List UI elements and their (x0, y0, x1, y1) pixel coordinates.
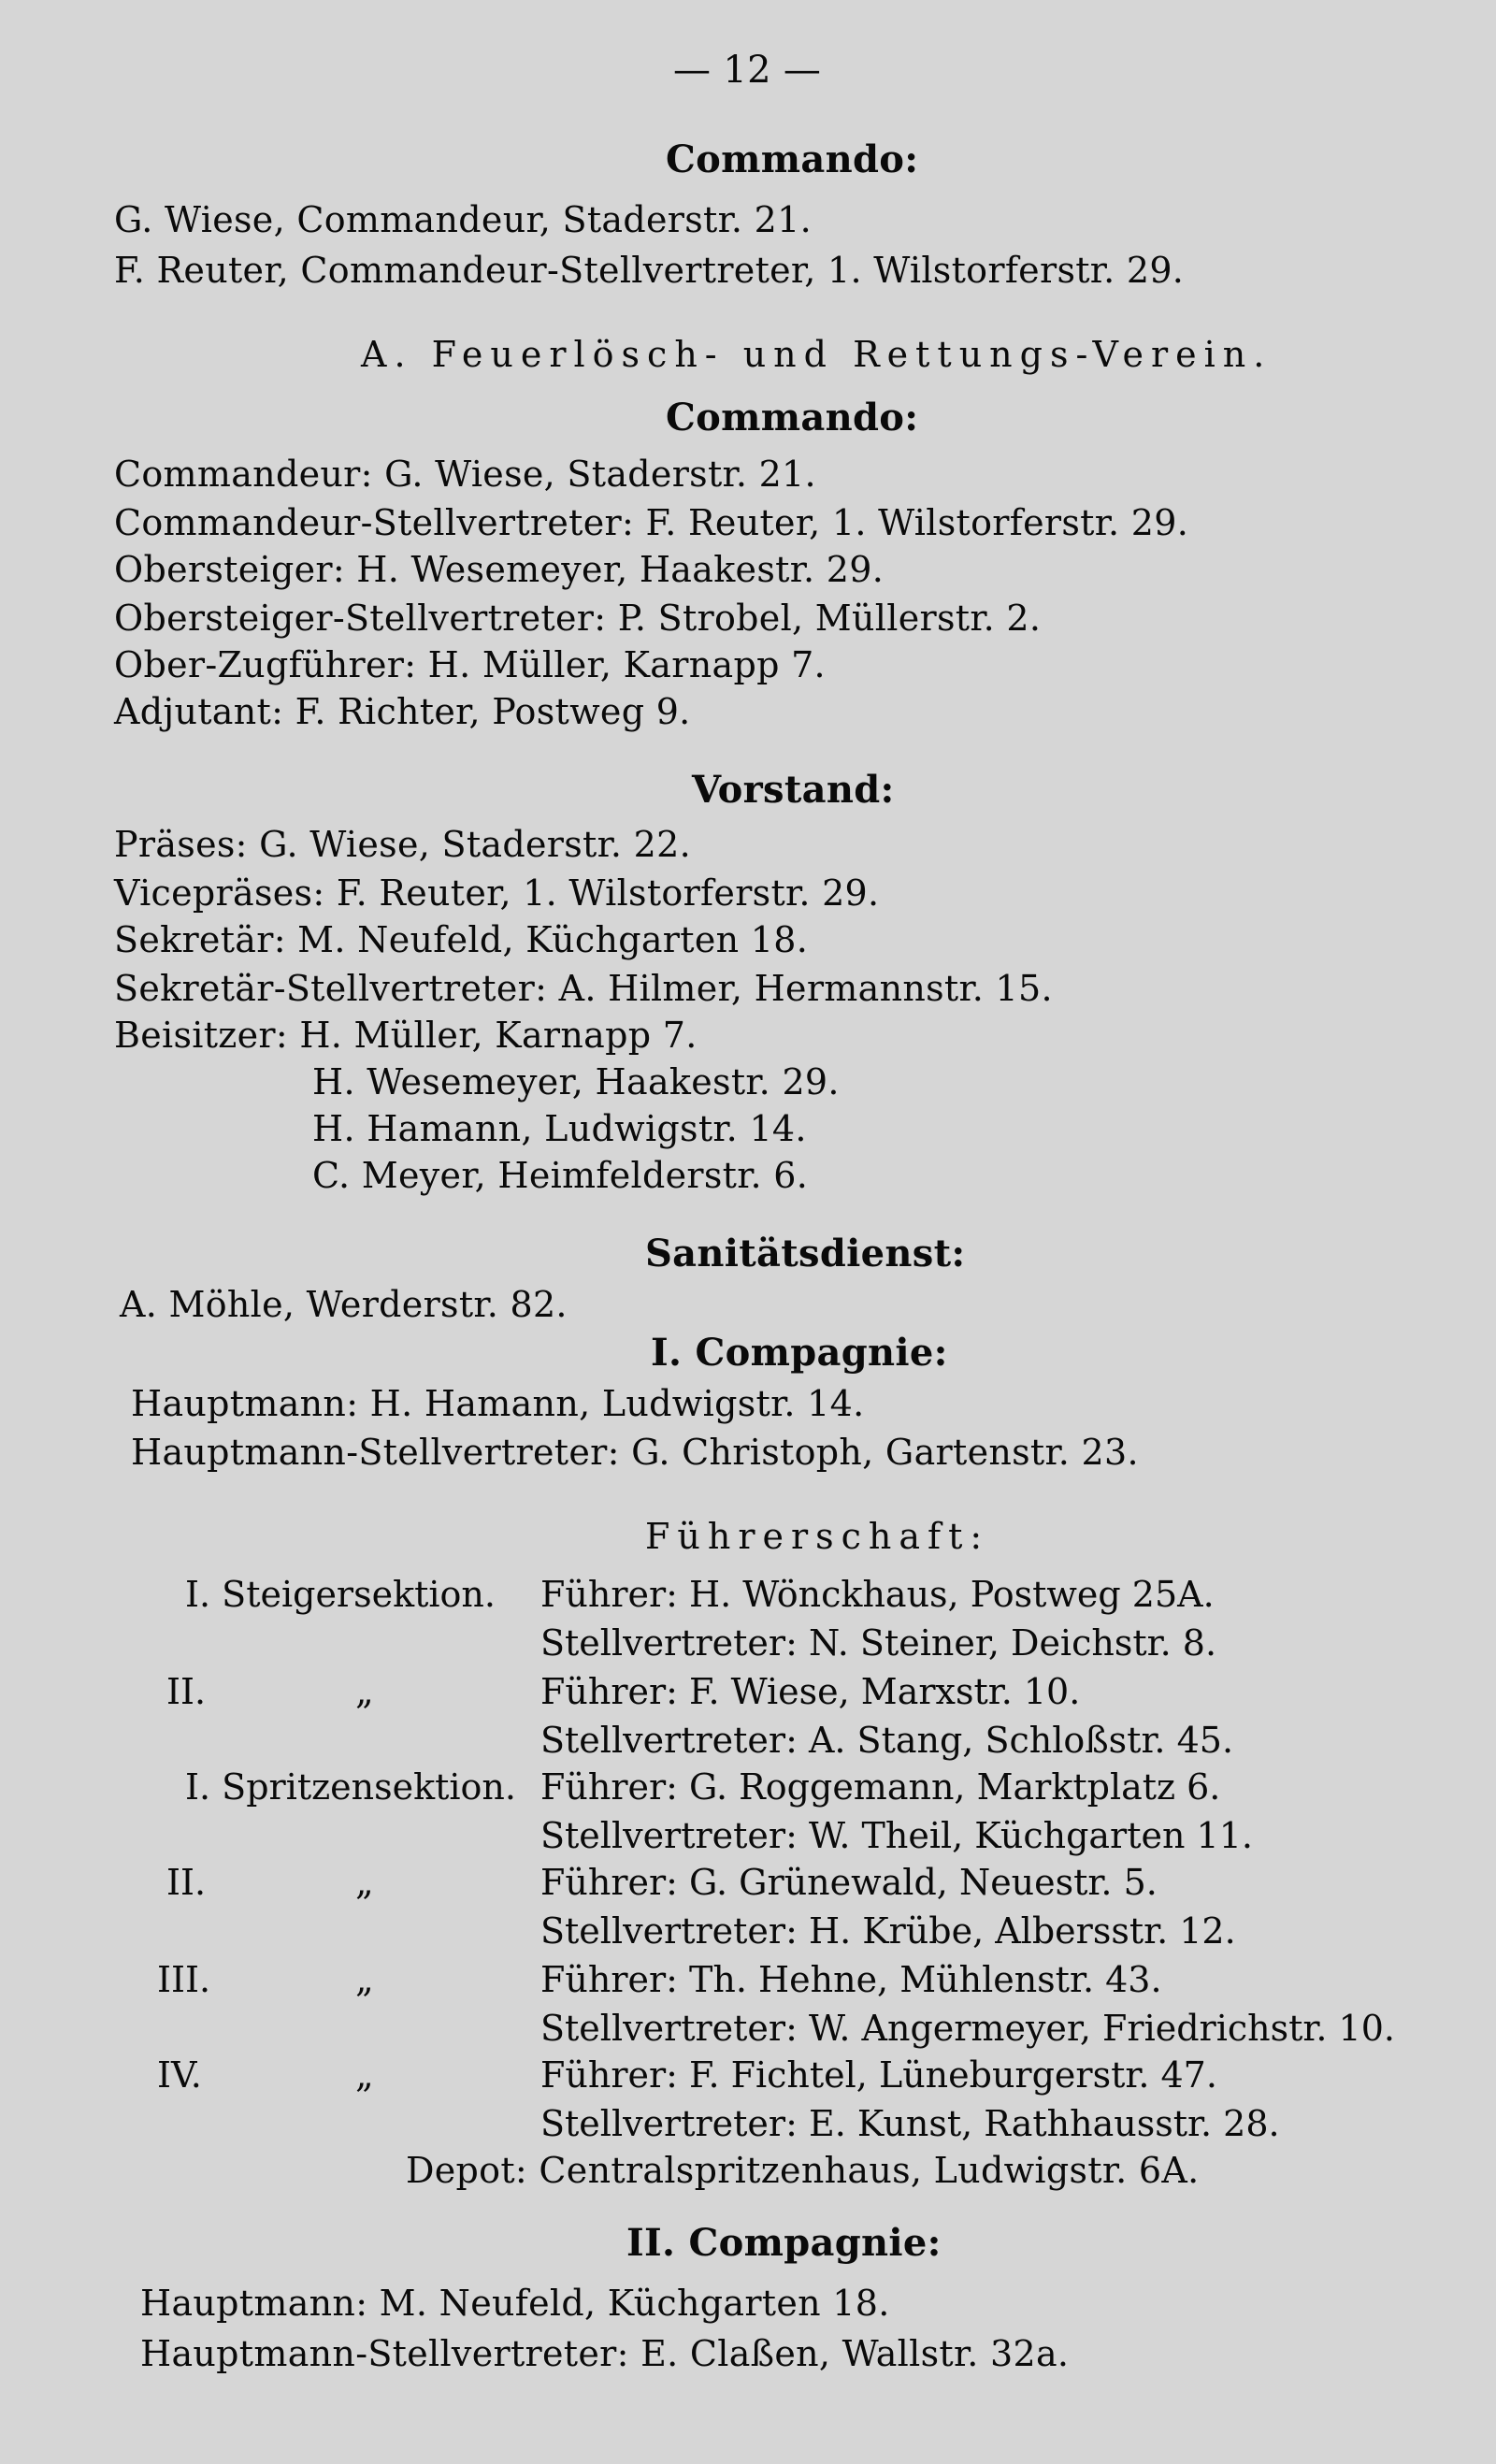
text-line: Hauptmann: M. Neufeld, Küchgarten 18. (140, 2283, 890, 2324)
section-fuehrer: Führer: G. Grünewald, Neuestr. 5. (540, 1862, 1158, 1903)
section-stellv: Stellvertreter: E. Kunst, Rathhausstr. 28. (540, 2103, 1280, 2144)
text-line: Präses: G. Wiese, Staderstr. 22. (114, 824, 691, 865)
section-label: I. Spritzensektion. (185, 1766, 516, 1808)
section-label: IV. (157, 2054, 202, 2096)
text-line: Sekretär: M. Neufeld, Küchgarten 18. (114, 919, 809, 960)
text-line: Adjutant: F. Richter, Postweg 9. (114, 691, 691, 732)
text-line: Sekretär-Stellvertreter: A. Hilmer, Hermannstr. 15. (114, 968, 1053, 1009)
ditto-mark: „ (355, 1862, 374, 1903)
text-line: Hauptmann-Stellvertreter: G. Christoph, Gartenstr. 23. (131, 1432, 1139, 1473)
verein-title: A. Feuerlösch- und Rettungs-Verein. (361, 334, 1273, 375)
section-fuehrer: Führer: F. Fichtel, Lüneburgerstr. 47. (540, 2054, 1217, 2096)
section-label: I. Steigersektion. (185, 1574, 496, 1615)
section-stellv: Stellvertreter: W. Theil, Küchgarten 11. (540, 1815, 1253, 1856)
section-stellv: Stellvertreter: H. Krübe, Albersstr. 12. (540, 1910, 1236, 1952)
text-line: Obersteiger: H. Wesemeyer, Haakestr. 29. (114, 549, 885, 590)
commando-heading: Commando: (666, 137, 919, 181)
commando-heading-2: Commando: (666, 396, 919, 439)
text-line: A. Möhle, Werderstr. 82. (120, 1284, 568, 1325)
text-line: H. Wesemeyer, Haakestr. 29. (312, 1061, 840, 1102)
section-label: III. (157, 1959, 211, 2000)
section-fuehrer: Führer: Th. Hehne, Mühlenstr. 43. (540, 1959, 1162, 2000)
text-line: G. Wiese, Commandeur, Staderstr. 21. (114, 199, 813, 240)
ditto-mark: „ (355, 1959, 374, 2000)
text-line: Hauptmann: H. Hamann, Ludwigstr. 14. (131, 1383, 865, 1424)
section-label: II. (166, 1671, 207, 1712)
compagnie-1-heading: I. Compagnie: (651, 1331, 948, 1375)
vorstand-heading: Vorstand: (692, 768, 895, 812)
text-line: Obersteiger-Stellvertreter: P. Strobel, Müllerstr. 2. (114, 598, 1042, 639)
sanitaet-heading: Sanitätsdienst: (645, 1232, 966, 1275)
page-number: — 12 — (673, 49, 822, 92)
text-line: Commandeur: G. Wiese, Staderstr. 21. (114, 454, 816, 495)
section-fuehrer: Führer: G. Roggemann, Marktplatz 6. (540, 1766, 1221, 1808)
section-label: II. (166, 1862, 207, 1903)
section-stellv: Stellvertreter: N. Steiner, Deichstr. 8. (540, 1622, 1217, 1664)
ditto-mark: „ (355, 2054, 374, 2096)
text-line: Beisitzer: H. Müller, Karnapp 7. (114, 1015, 698, 1056)
section-stellv: Stellvertreter: W. Angermeyer, Friedrichstr. 10. (540, 2008, 1395, 2049)
depot-line: Depot: Centralspritzenhaus, Ludwigstr. 6A. (406, 2150, 1200, 2191)
text-line: Vicepräses: F. Reuter, 1. Wilstorferstr. 29. (114, 872, 880, 914)
text-line: Commandeur-Stellvertreter: F. Reuter, 1. Wilstorferstr. 29. (114, 502, 1189, 543)
section-fuehrer: Führer: F. Wiese, Marxstr. 10. (540, 1671, 1081, 1712)
compagnie-2-heading: II. Compagnie: (626, 2221, 942, 2265)
text-line: Hauptmann-Stellvertreter: E. Claßen, Wallstr. 32a. (140, 2333, 1070, 2374)
text-line: C. Meyer, Heimfelderstr. 6. (312, 1155, 809, 1196)
text-line: H. Hamann, Ludwigstr. 14. (312, 1108, 807, 1149)
section-stellv: Stellvertreter: A. Stang, Schloßstr. 45. (540, 1720, 1234, 1761)
text-line: Ober-Zugführer: H. Müller, Karnapp 7. (114, 644, 826, 685)
fuehrerschaft-heading: Führerschaft: (645, 1516, 990, 1557)
section-fuehrer: Führer: H. Wönckhaus, Postweg 25A. (540, 1574, 1215, 1615)
text-line: F. Reuter, Commandeur-Stellvertreter, 1. Wilstorferstr. 29. (114, 250, 1185, 291)
ditto-mark: „ (355, 1671, 374, 1712)
